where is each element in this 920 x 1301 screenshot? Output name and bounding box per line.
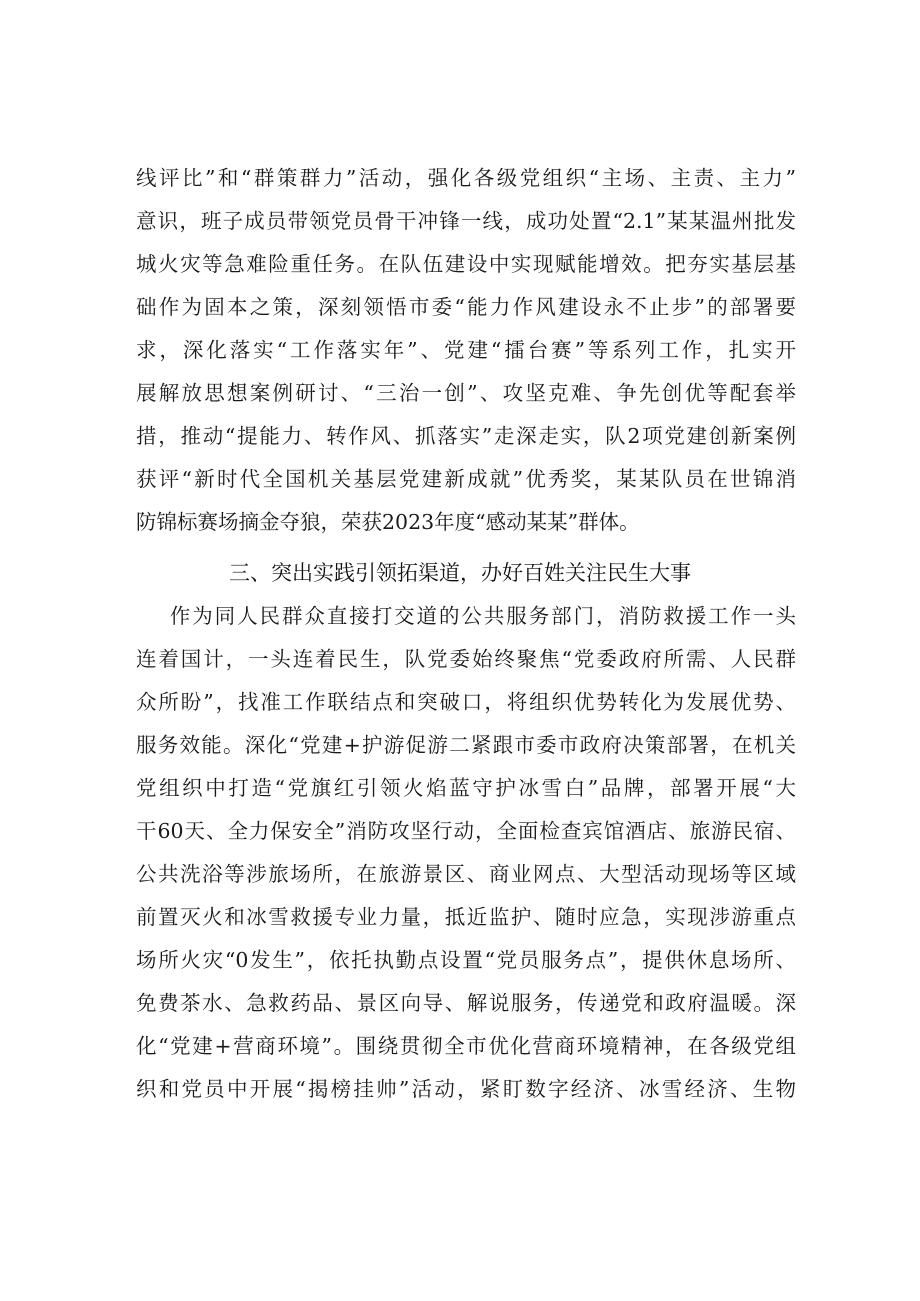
paragraph2-line-10: 免费茶水、急救药品、景区向导、解说服务，传递党和政府温暖。深	[136, 991, 796, 1015]
paragraph2-line-7: 公共洗浴等涉旅场所，在旅游景区、商业网点、大型活动现场等区域	[136, 862, 796, 886]
paragraph1-line-6: 展解放思想案例研讨、“三治一创”、攻坚克难、争先创优等配套举	[136, 381, 796, 405]
paragraph2-line-11: 化“党建+营商环境”。围绕贯彻全市优化营商环境精神，在各级党组	[136, 1034, 796, 1058]
paragraph2-line-2: 连着国计，一头连着民生，队党委始终聚焦“党委政府所需、人民群	[136, 647, 796, 671]
paragraph2-line-6: 干60天、全力保安全”消防攻坚行动，全面检查宾馆酒店、旅游民宿、	[136, 819, 796, 843]
paragraph2-line-5: 党组织中打造“党旗红引领火焰蓝守护冰雪白”品牌，部署开展“大	[136, 776, 796, 800]
paragraph1-line-2: 意识，班子成员带领党员骨干冲锋一线，成功处置“2.1”某某温州批发	[136, 209, 796, 233]
paragraph1-line-7: 措，推动“提能力、转作风、抓落实”走深走实，队2项党建创新案例	[136, 424, 796, 448]
paragraph1-line-3: 城火灾等急难险重任务。在队伍建设中实现赋能增效。把夯实基层基	[136, 252, 796, 276]
paragraph2-line-8: 前置灭火和冰雪救援专业力量，抵近监护、随时应急，实现涉游重点	[136, 905, 796, 929]
paragraph1-line-4: 础作为固本之策，深刻领悟市委“能力作风建设永不止步”的部署要	[136, 295, 796, 319]
paragraph1-line-1: 线评比”和“群策群力”活动，强化各级党组织“主场、主责、主力”	[136, 166, 796, 190]
paragraph2-line-9: 场所火灾“0发生”，依托执勤点设置“党员服务点”，提供休息场所、	[136, 948, 796, 972]
section-heading: 三、突出实践引领拓渠道，办好百姓关注民生大事	[229, 561, 691, 585]
paragraph1-line-8: 获评“新时代全国机关基层党建新成就”优秀奖，某某队员在世锦消	[136, 467, 796, 491]
paragraph2-line-12: 织和党员中开展“揭榜挂帅”活动，紧盯数字经济、冰雪经济、生物	[136, 1077, 796, 1101]
paragraph2-line-4: 服务效能。深化“党建+护游促游二紧跟市委市政府决策部署，在机关	[136, 733, 796, 757]
paragraph2-line-1: 作为同人民群众直接打交道的公共服务部门，消防救援工作一头	[136, 604, 796, 628]
paragraph1-line-5: 求，深化落实“工作落实年”、党建“擂台赛”等系列工作，扎实开	[136, 338, 796, 362]
paragraph2-line-3: 众所盼”，找准工作联结点和突破口，将组织优势转化为发展优势、	[136, 690, 796, 714]
paragraph1-line-9: 防锦标赛场摘金夺狼，荣获2023年度“感动某某”群体。	[136, 510, 640, 534]
